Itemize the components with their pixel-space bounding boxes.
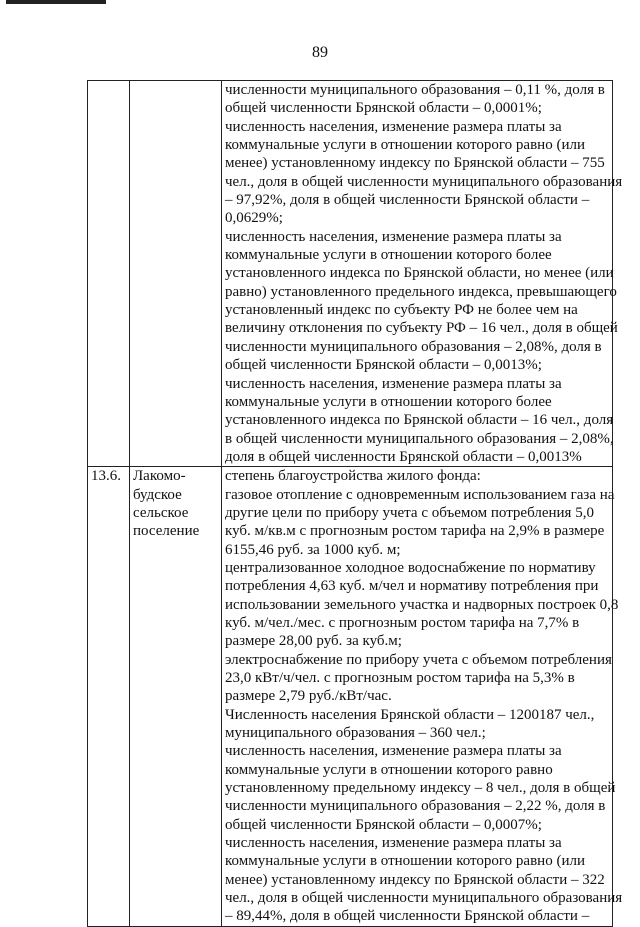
text-line: общей численности Брянской области – 0,0013%; <box>225 357 542 374</box>
text-line: чел., доля в общей численности муниципального образования <box>225 890 623 907</box>
text-line: численность населения, изменение размера платы за <box>225 743 562 760</box>
text-line: установленный индекс по субъекту РФ не более чем на <box>225 302 578 319</box>
text-line: в общей численности муниципального образования – 2,08%, <box>225 430 614 447</box>
text-line: численности муниципального образования – 0,11 %, доля в <box>225 82 605 98</box>
text-line: коммунальные услуги в отношении которого равно (или <box>225 853 585 870</box>
text-line: равно) установленного предельного индекса, превышающего <box>225 283 617 300</box>
text-line: сельское <box>133 504 189 521</box>
text-line: численности муниципального образования – 2,22 %, доля в <box>225 798 606 815</box>
text-line: общей численности Брянской области – 0,0001%; <box>225 100 542 117</box>
text-line: численность населения, изменение размера платы за <box>225 375 562 392</box>
page-number: 89 <box>312 44 328 61</box>
table-row <box>88 81 613 467</box>
text-line: численность населения, изменение размера платы за <box>225 835 562 852</box>
text-line: 23,0 кВт/ч/чел. с прогнозным ростом тарифа на 5,3% в <box>225 670 575 686</box>
description-cell <box>222 467 623 927</box>
text-line: 0,0629%; <box>225 210 283 227</box>
text-line: доля в общей численности Брянской области – 0,0013% <box>225 448 582 465</box>
text-line: использовании земельного участка и надворных построек 0,8 <box>225 596 619 613</box>
text-line: – 97,92%, доля в общей численности Брянской области – <box>225 192 590 209</box>
text-line: установленному предельному индексу – 8 чел., доля в общей <box>225 780 616 797</box>
document-table <box>87 80 623 927</box>
text-line: установленного индекса по Брянской области, но менее (или <box>225 265 614 282</box>
description-cell <box>222 81 623 467</box>
text-line: 6155,46 руб. за 1000 куб. м; <box>225 541 401 558</box>
row-number-cell: 13.6. <box>88 467 130 927</box>
table-row <box>88 467 613 927</box>
text-line: куб. м/кв.м с прогнозным ростом тарифа на 2,9% в размере <box>225 523 605 540</box>
text-line: численности муниципального образования – 2,08%, доля в <box>225 338 602 355</box>
text-line: централизованное холодное водоснабжение по нормативу <box>225 559 596 576</box>
text-line: Лакомо- <box>133 468 186 485</box>
text-line: будское <box>133 486 182 503</box>
municipality-name-cell <box>130 467 222 927</box>
text-line: общей численности Брянской области – 0,0007%; <box>225 816 542 833</box>
municipality-name-cell <box>130 81 222 467</box>
text-line: газовое отопление с одновременным использованием газа на <box>225 486 615 503</box>
top-rule <box>6 0 106 4</box>
text-line: размере 2,79 руб./кВт/час. <box>225 688 392 705</box>
text-line: коммунальные услуги в отношении которого более <box>225 393 552 410</box>
text-line: численность населения, изменение размера платы за <box>225 228 562 245</box>
text-line: поселение <box>133 523 200 540</box>
text-line: коммунальные услуги в отношении которого равно <box>225 761 553 778</box>
text-line: размере 28,00 руб. за куб.м; <box>225 633 402 650</box>
text-line: Численность населения Брянской области – 1200187 чел., <box>225 706 595 723</box>
text-line: потребления 4,63 куб. м/чел и нормативу потребления при <box>225 578 599 595</box>
text-line: степень благоустройства жилого фонда: <box>225 468 481 485</box>
text-line: чел., доля в общей численности муниципального образования <box>225 173 623 190</box>
text-line: величину отклонения по субъекту РФ – 16 чел., доля в общей <box>225 320 618 337</box>
text-line: менее) установленному индексу по Брянской области – 322 <box>225 871 605 888</box>
text-line: установленного индекса по Брянской области – 16 чел., доля <box>225 412 614 429</box>
text-line: менее) установленному индексу по Брянской области – 755 <box>225 155 605 172</box>
text-line: другие цели по прибору учета с объемом потребления 5,0 <box>225 504 594 521</box>
text-line: коммунальные услуги в отношении которого более <box>225 247 552 264</box>
text-line: коммунальные услуги в отношении которого равно (или <box>225 137 585 154</box>
text-line: электроснабжение по прибору учета с объемом потребления <box>225 651 612 668</box>
row-number-cell <box>88 81 130 467</box>
text-line: – 89,44%, доля в общей численности Брянской области – <box>225 908 590 925</box>
text-line: численность населения, изменение размера платы за <box>225 118 562 135</box>
text-line: муниципального образования – 360 чел.; <box>225 725 486 742</box>
text-line: куб. м/чел./мес. с прогнозным ростом тарифа на 7,7% в <box>225 614 580 631</box>
